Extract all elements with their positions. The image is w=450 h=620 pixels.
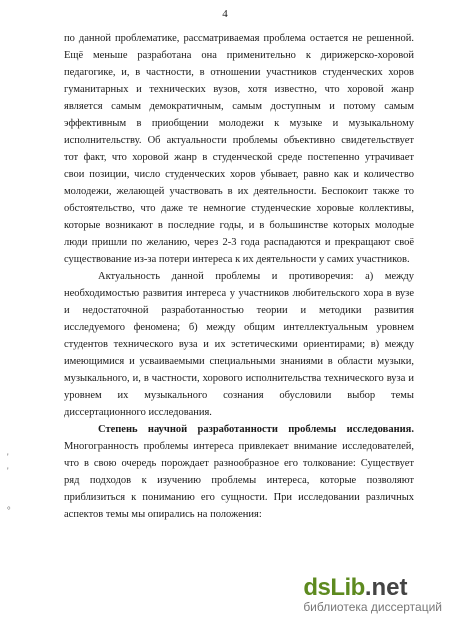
text-line: что в свою очередь порождает разнообразное его толкование: Существует (64, 458, 414, 469)
margin-mark: ' (7, 452, 9, 462)
text-line: Актуальность данной проблемы и противоречия: а) между (98, 271, 414, 282)
text-line: Многогранность проблемы интереса привлекает внимание исследователей, (64, 441, 414, 452)
section-heading-line: Степень научной разработанности проблемы исследования. (98, 424, 414, 435)
text-line: студентов технического вуза и их эстетическими ориентирами; в) между (64, 339, 414, 350)
text-line: аспектов темы мы опирались на положения: (64, 509, 262, 520)
watermark-logo-name: dsLib (303, 574, 365, 601)
text-line: тот факт, что хоровой жанр в студенческой среде постепенно утрачивает (64, 152, 414, 163)
text-line: музыкального, и, в частности, хорового исполнительства технического вуза и (64, 373, 414, 384)
text-line: обстоятельство, что даже те немногие студенческие хоровые коллективы, (64, 203, 414, 214)
text-line: свои позиции, число студенческих хоров убывает, равно как и количество (64, 169, 414, 180)
text-line: исполнительству. Об актуальности проблемы объективно свидетельствует (64, 135, 414, 146)
margin-mark: ° (7, 505, 11, 515)
body-text (64, 30, 414, 523)
watermark-logo-tld: .net (364, 574, 408, 601)
text-line: существование из-за потери интереса к их деятельности у самих участников. (64, 254, 410, 265)
text-line: уровнем их музыкального сознания обусловили выбор темы (64, 390, 414, 401)
text-line: люди пришли по желанию, через 2-3 года распадаются и прекращают своё (64, 237, 414, 248)
watermark-logo (303, 574, 442, 602)
text-line: является самым демократичным, самым доступным и потому самым (64, 101, 414, 112)
text-line: которые возникают в последние годы, и в большинстве которых молодые (64, 220, 414, 231)
text-line: и недостаточной разработанностью теории и методики развития (64, 305, 414, 316)
text-line: по данной проблематике, рассматриваемая проблема остается не решенной. (64, 33, 414, 44)
watermark-subtitle: библиотека диссертаций (303, 600, 442, 614)
margin-mark: ' (7, 466, 9, 476)
text-line: исследуемого феномена; б) между общим интеллектуальным уровнем (64, 322, 414, 333)
text-line: приблизиться к пониманию его сущности. При исследовании различных (64, 492, 414, 503)
text-line: гуманитарных и технических вузов, хотя известно, что хоровой жанр (64, 84, 414, 95)
text-line: молодежи, желающей участвовать в их деятельности. Беспокоит также то (64, 186, 414, 197)
text-line: ряд подходов к изучению проблемы интереса, которые позволяют (64, 475, 414, 486)
text-line: Ещё меньше разработана она применительно к дирижерско-хоровой (64, 50, 414, 61)
text-line: эффективным в приобщении молодежи к музыке и музыкальному (64, 118, 414, 129)
text-line: диссертационного исследования. (64, 407, 212, 418)
page-number: 4 (222, 8, 228, 20)
text-line: необходимостью развития интереса у участников любительского хора в вузе (64, 288, 414, 299)
watermark (303, 574, 442, 614)
text-line: имеющимися и усваиваемыми специальными знаниями в области музыки, (64, 356, 414, 367)
text-line: педагогике, и, в частности, в отношении участников студенческих хоров (64, 67, 414, 78)
